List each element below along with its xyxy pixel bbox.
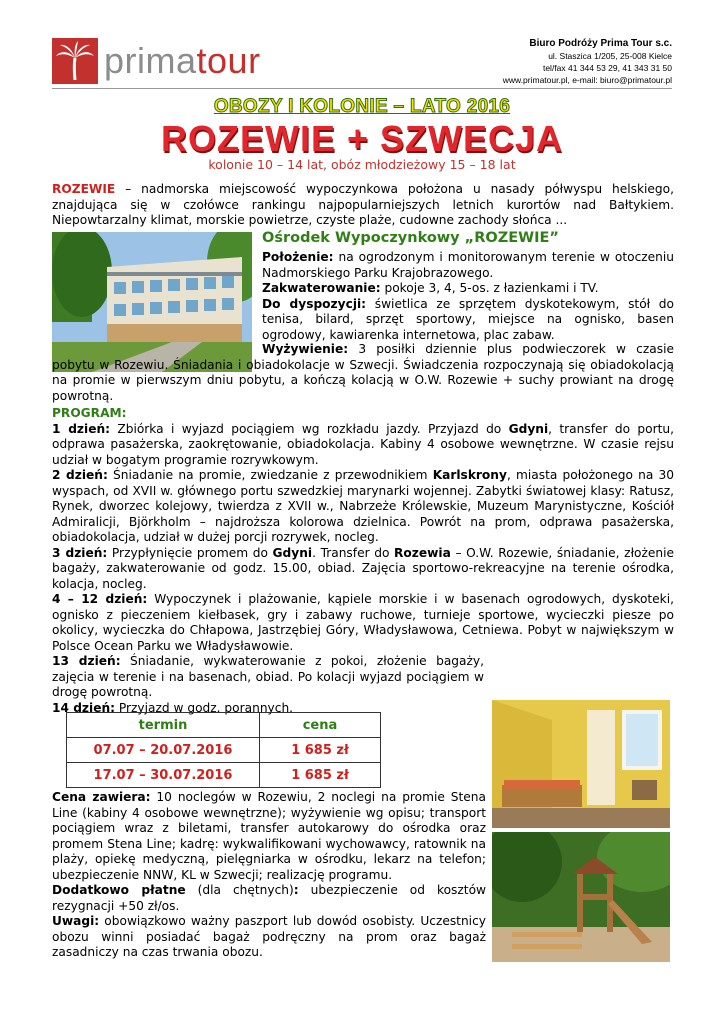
resort-meals — [52, 342, 674, 404]
day-text: Śniadanie, wykwaterowanie z pokoi, złożenie bagaży, zajęcia w terenie i na basenach, obiad. Po kolacji wyjazd pociągiem w drogę powrotną. — [52, 654, 484, 699]
program-day-3 — [52, 546, 674, 593]
place-name: Rozewia — [394, 545, 451, 560]
day-text: . Transfer do — [312, 545, 395, 560]
table-header-term: termin — [67, 713, 260, 738]
day-text: , miasta położonego na 30 wyspach, od XVII w. głównego portu szwedzkiej marynarki wojennej. Zabytki światowej klasy: Ratusz, Rynek, dworzec kolejowy, twierdza z XVII w., Nabrzeże Królewskie, Muzeum Marynistyczne, Kościół Admiralicji, Björkholm – najdroższa kolorowa dzielnica. Powrót na prom, odprawa pasażerska, obiadokolacja, udział w dużej porcji rozrywek, nocleg. — [52, 468, 674, 544]
day-label: 2 dzień: — [52, 468, 108, 482]
resort-facilities — [262, 297, 674, 344]
header-divider — [52, 88, 672, 89]
company-name: Biuro Podróży Prima Tour s.c. — [529, 38, 672, 49]
extra-label: Dodatkowo płatne — [52, 883, 186, 897]
palm-tree-icon — [52, 38, 98, 84]
resort-heading — [262, 230, 674, 246]
day-text: Zbiórka i wyjazd pociągiem wg rozkładu jazdy. Przyjazd do — [110, 421, 509, 436]
resort-rooms — [262, 281, 674, 297]
place-name: Gdyni — [272, 545, 313, 560]
day-text: – O.W. Rozewie, śniadanie, złożenie bagaży, zakwaterowanie od godz. 15.00, obiad. Zajęcia sportowo-rekreacyjne na terenie ośrodka, kolacja, nocleg. — [52, 545, 674, 591]
rooms-label: Zakwaterowanie: — [262, 281, 381, 295]
day-text: , transfer do portu, odprawa pasażerska, zaokrętowanie, obiadokolacja. Kabiny 4 osobowe wewnętrzne. W czasie rejsu udział w bogatym programie rozrywkowym. — [52, 421, 674, 467]
term-cell: 07.07 – 20.07.2016 — [67, 738, 260, 763]
day-label: 13 dzień: — [52, 654, 121, 668]
logo-text-prima: prima — [104, 40, 197, 81]
resort-location — [262, 250, 674, 281]
program-day-4-12 — [52, 592, 674, 654]
notes-label: Uwagi: — [52, 914, 100, 928]
program-day-1 — [52, 422, 674, 469]
location-text: na ogrodzonym i monitorowanym terenie w otoczeniu Nadmorskiego Parku Krajobrazowego. — [262, 250, 674, 280]
term-cell: 17.07 – 30.07.2016 — [67, 763, 260, 788]
notes-text: obowiązkowo ważny paszport lub dowód osobisty. Uczestnicy obozu winni posiadać bagaż podręczny na prom oraz bagaż zasadniczy na czas trwania obozu. — [52, 914, 486, 959]
extra-text: ubezpieczenie od kosztów rezygnacji +50 zł/os. — [52, 883, 487, 913]
logo-text-tour: tour — [196, 40, 261, 81]
extra-colon: : — [293, 883, 299, 897]
meals-text: 3 posiłki dziennie plus podwieczorek w czasie pobytu w Rozewiu. Śniadania i obiadokolacje w Szwecji. Świadczenia rozpoczynają się obiadokolacją na promie w pierwszym dniu pobytu, a kończą kolacją w O.W. Rozewie + suchy prowiant na drogę powrotną. — [52, 342, 674, 403]
rooms-text: pokoje 3, 4, 5-os. z łazienkami i TV. — [380, 281, 599, 295]
day-text: Przyjazd w godz. porannych. — [115, 700, 294, 715]
page-title-line1: OBOZY I KOLONIE – LATO 2016 — [213, 96, 511, 117]
terms-table — [66, 712, 381, 788]
company-info — [503, 38, 672, 86]
day-label: 1 dzień: — [52, 421, 111, 436]
table-row — [67, 763, 381, 788]
day-label: 3 dzień: — [52, 545, 108, 560]
price-cell: 1 685 zł — [260, 763, 381, 788]
extra-paren: (dla chętnych) — [185, 883, 294, 897]
extra-paid — [52, 883, 486, 914]
facilities-label: Do dyspozycji: — [262, 296, 367, 311]
playground-photo — [492, 832, 670, 962]
page-title: ROZEWIE + SZWECJA — [160, 118, 564, 159]
bottom-info — [52, 790, 486, 961]
logo-wordmark — [104, 40, 261, 82]
facilities-text: świetlica ze sprzętem dyskotekowym, stół do tenisa, bilard, sprzęt sportowy, miejsce na ognisko, basen ogrodowy, kawiarenka internetowa, plac zabaw. — [262, 296, 675, 342]
resort-title: Ośrodek Wypoczynkowy „ROZEWIE” — [262, 230, 559, 246]
company-web: www.primatour.pl, e-mail: biuro@primatour.pl — [502, 75, 672, 85]
includes-label: Cena zawiera: — [52, 790, 151, 804]
program-section — [52, 406, 674, 716]
intro-paragraph — [52, 182, 674, 229]
intro-lead: ROZEWIE — [52, 182, 116, 196]
includes-text: 10 noclegów w Rozewiu, 2 noclegi na promie Stena Line (kabiny 4 osobowe wewnętrzne); wyżywienie wg opisu; transport pociągiem wraz z biletami, transfer autokarowy do ośrodka oraz promem Stena Line; kadrę: wykwalifikowani wychowawcy, ratownik na plaży, opiekę medyczną, pielęgniarka w ośrodku, lekarz na telefon; ubezpieczenie NNW, KL w Szwecji; realizację programu. — [52, 790, 486, 882]
place-name: Gdyni — [508, 421, 549, 436]
day-text: Przypłynięcie promem do — [107, 545, 273, 560]
day-text: Śniadanie na promie, zwiedzanie z przewodnikiem — [107, 468, 433, 482]
company-address: ul. Staszica 1/205, 25-008 Kielce — [548, 51, 672, 61]
intro-text: – nadmorska miejscowość wypoczynkowa położona u nasady półwyspu helskiego, znajdująca się w czołówce rankingu najpopularniejszych letnich kurortów nad Bałtykiem. Niepowtarzalny klimat, morskie powietrze, czyste plaże, cudowne zachody słońca ... — [52, 182, 674, 227]
program-heading: PROGRAM: — [52, 406, 127, 420]
day-label: 14 dzień: — [52, 700, 116, 715]
company-phone: tel/fax 41 344 53 29, 41 343 31 50 — [542, 63, 672, 73]
room-photo — [492, 700, 670, 828]
location-label: Położenie: — [262, 250, 334, 264]
table-row — [67, 738, 381, 763]
logo-mark — [52, 38, 98, 84]
day-label: 4 – 12 dzień: — [52, 592, 148, 606]
price-cell: 1 685 zł — [260, 738, 381, 763]
program-day-13 — [52, 654, 484, 701]
meals-label: Wyżywienie: — [262, 342, 349, 356]
day-text: Wypoczynek i plażowanie, kąpiele morskie i w basenach ogrodowych, dyskoteki, ognisko z pieczeniem kiełbasek, gry i zabawy ruchowe, turnieje sportowe, wycieczki piesze po okolicy, wycieczka do Chłapowa, Jastrzębiej Góry, Władysławowa, Cetniewa. Pobyt w największym w Polsce Ocean Parku we Władysławowie. — [52, 592, 674, 653]
program-day-2 — [52, 468, 674, 546]
place-name: Karlskrony — [432, 468, 507, 482]
table-header-price: cena — [260, 713, 381, 738]
table-header-row — [67, 713, 381, 738]
resort-details-top — [262, 250, 674, 343]
page-subtitle: kolonie 10 – 14 lat, obóz młodzieżowy 15 – 18 lat — [208, 157, 516, 172]
price-includes — [52, 790, 486, 883]
notes — [52, 914, 486, 961]
